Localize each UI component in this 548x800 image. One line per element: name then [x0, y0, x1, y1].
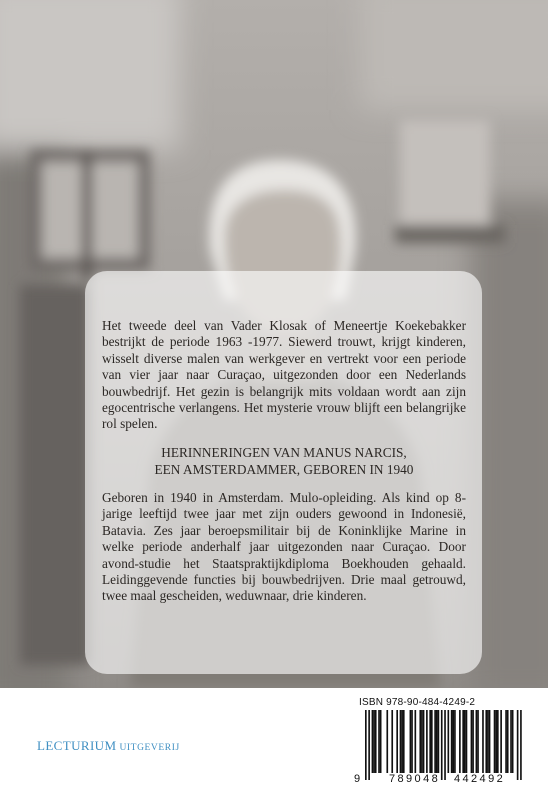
barcode-bar	[497, 710, 499, 773]
barcode-bar	[391, 710, 393, 773]
barcode-bar	[495, 710, 497, 773]
barcode-bar	[512, 710, 514, 773]
barcode-bar	[477, 710, 479, 773]
barcode-bar	[373, 710, 375, 773]
subtitle-line-2: EEN AMSTERDAMMER, GEBOREN IN 1940	[154, 462, 414, 477]
author-bio: Geboren in 1940 in Amsterdam. Mulo-opleiding. Als kind op 8-jarige leeftijd twee jaar met zijn ouders gewoond in Indonesië, Batavia. Zes jaar beroepsmilitair bij de Koninklijke Marine in welke periode anderhalf jaar uitgezonden naar Curaçao. Door avond-studie het Staatspraktijkdiploma Boekhouden gehaald. Leidinggevende functies bij bouwbedrijven. Drie maal getrouwd, twee maal gescheiden, weduwnaar, drie kinderen.	[102, 490, 466, 604]
barcode-bar	[472, 710, 474, 773]
barcode-digits-left: 789048	[389, 773, 441, 785]
barcode-bar	[436, 710, 438, 773]
isbn-barcode	[351, 694, 537, 794]
barcode-bar	[411, 710, 413, 773]
barcode-bar	[396, 710, 398, 773]
barcode-digits-right: 442492	[454, 773, 506, 785]
barcode-bar	[485, 710, 487, 773]
barcode-bar	[452, 710, 454, 773]
barcode-bar	[438, 710, 440, 773]
barcode-bar	[441, 710, 443, 780]
barcode-bar	[494, 710, 496, 773]
barcode-bar	[466, 710, 468, 773]
barcode-bar	[517, 710, 519, 780]
barcode-bar	[482, 710, 484, 773]
barcode-bar	[431, 710, 433, 773]
barcode-bar	[378, 710, 380, 773]
barcode-bar	[448, 710, 450, 773]
barcode-bar	[403, 710, 405, 773]
barcode-bar	[429, 710, 431, 773]
barcode-bar	[510, 710, 512, 773]
barcode-bar	[365, 710, 367, 780]
book-description: Het tweede deel van Vader Klosak of Meneertje Koekebakker bestrijkt de periode 1963 -1977. Siewerd trouwt, krijgt kinderen, wisselt diverse malen van werkgever en vertrekt voor een periode van vier jaar naar Curaçao, uitgezonden door een Nederlands bouwbedrijf. Het gezin is belangrijk mits voldaan wordt aan zijn egocentrische verlangens. Het mysterie vrouw blijft een belangrijke rol spelen.	[102, 318, 466, 432]
barcode-bar	[489, 710, 491, 773]
barcode-bar	[426, 710, 428, 773]
barcode-bar	[410, 710, 412, 773]
barcode-bar	[507, 710, 509, 773]
barcode-bar	[471, 710, 473, 773]
publisher-name: LECTURIUM	[37, 738, 117, 753]
barcode-digits	[351, 773, 537, 791]
barcode-bar	[386, 710, 388, 773]
barcode-bar	[380, 710, 382, 773]
barcode-bar	[423, 710, 425, 773]
barcode-bar	[520, 710, 522, 780]
barcode-bar	[444, 710, 446, 780]
barcode-bar	[421, 710, 423, 773]
barcode-bar	[487, 710, 489, 773]
barcode-bar	[476, 710, 478, 773]
barcode-bar	[459, 710, 461, 773]
barcode-digit-lead: 9	[354, 773, 361, 785]
barcode-bar	[505, 710, 507, 773]
publisher-logo	[37, 737, 180, 755]
barcode-bar	[419, 710, 421, 773]
barcode-bar	[454, 710, 456, 773]
barcode-bar	[500, 710, 502, 773]
barcode-bar	[400, 710, 402, 773]
barcode-bar	[462, 710, 464, 773]
barcode-bar	[375, 710, 377, 773]
barcode-bar	[372, 710, 374, 773]
barcode-bar	[401, 710, 403, 773]
book-subtitle	[102, 444, 466, 478]
barcode-bar	[434, 710, 436, 773]
subtitle-line-1: HERINNERINGEN VAN MANUS NARCIS,	[161, 445, 407, 460]
barcode-bar	[415, 710, 417, 773]
publisher-subtitle: UITGEVERIJ	[119, 743, 180, 753]
barcode-bar	[368, 710, 370, 780]
isbn-label: ISBN 978-90-484-4249-2	[359, 697, 476, 708]
barcode-bar	[451, 710, 453, 773]
barcode-bar	[464, 710, 466, 773]
